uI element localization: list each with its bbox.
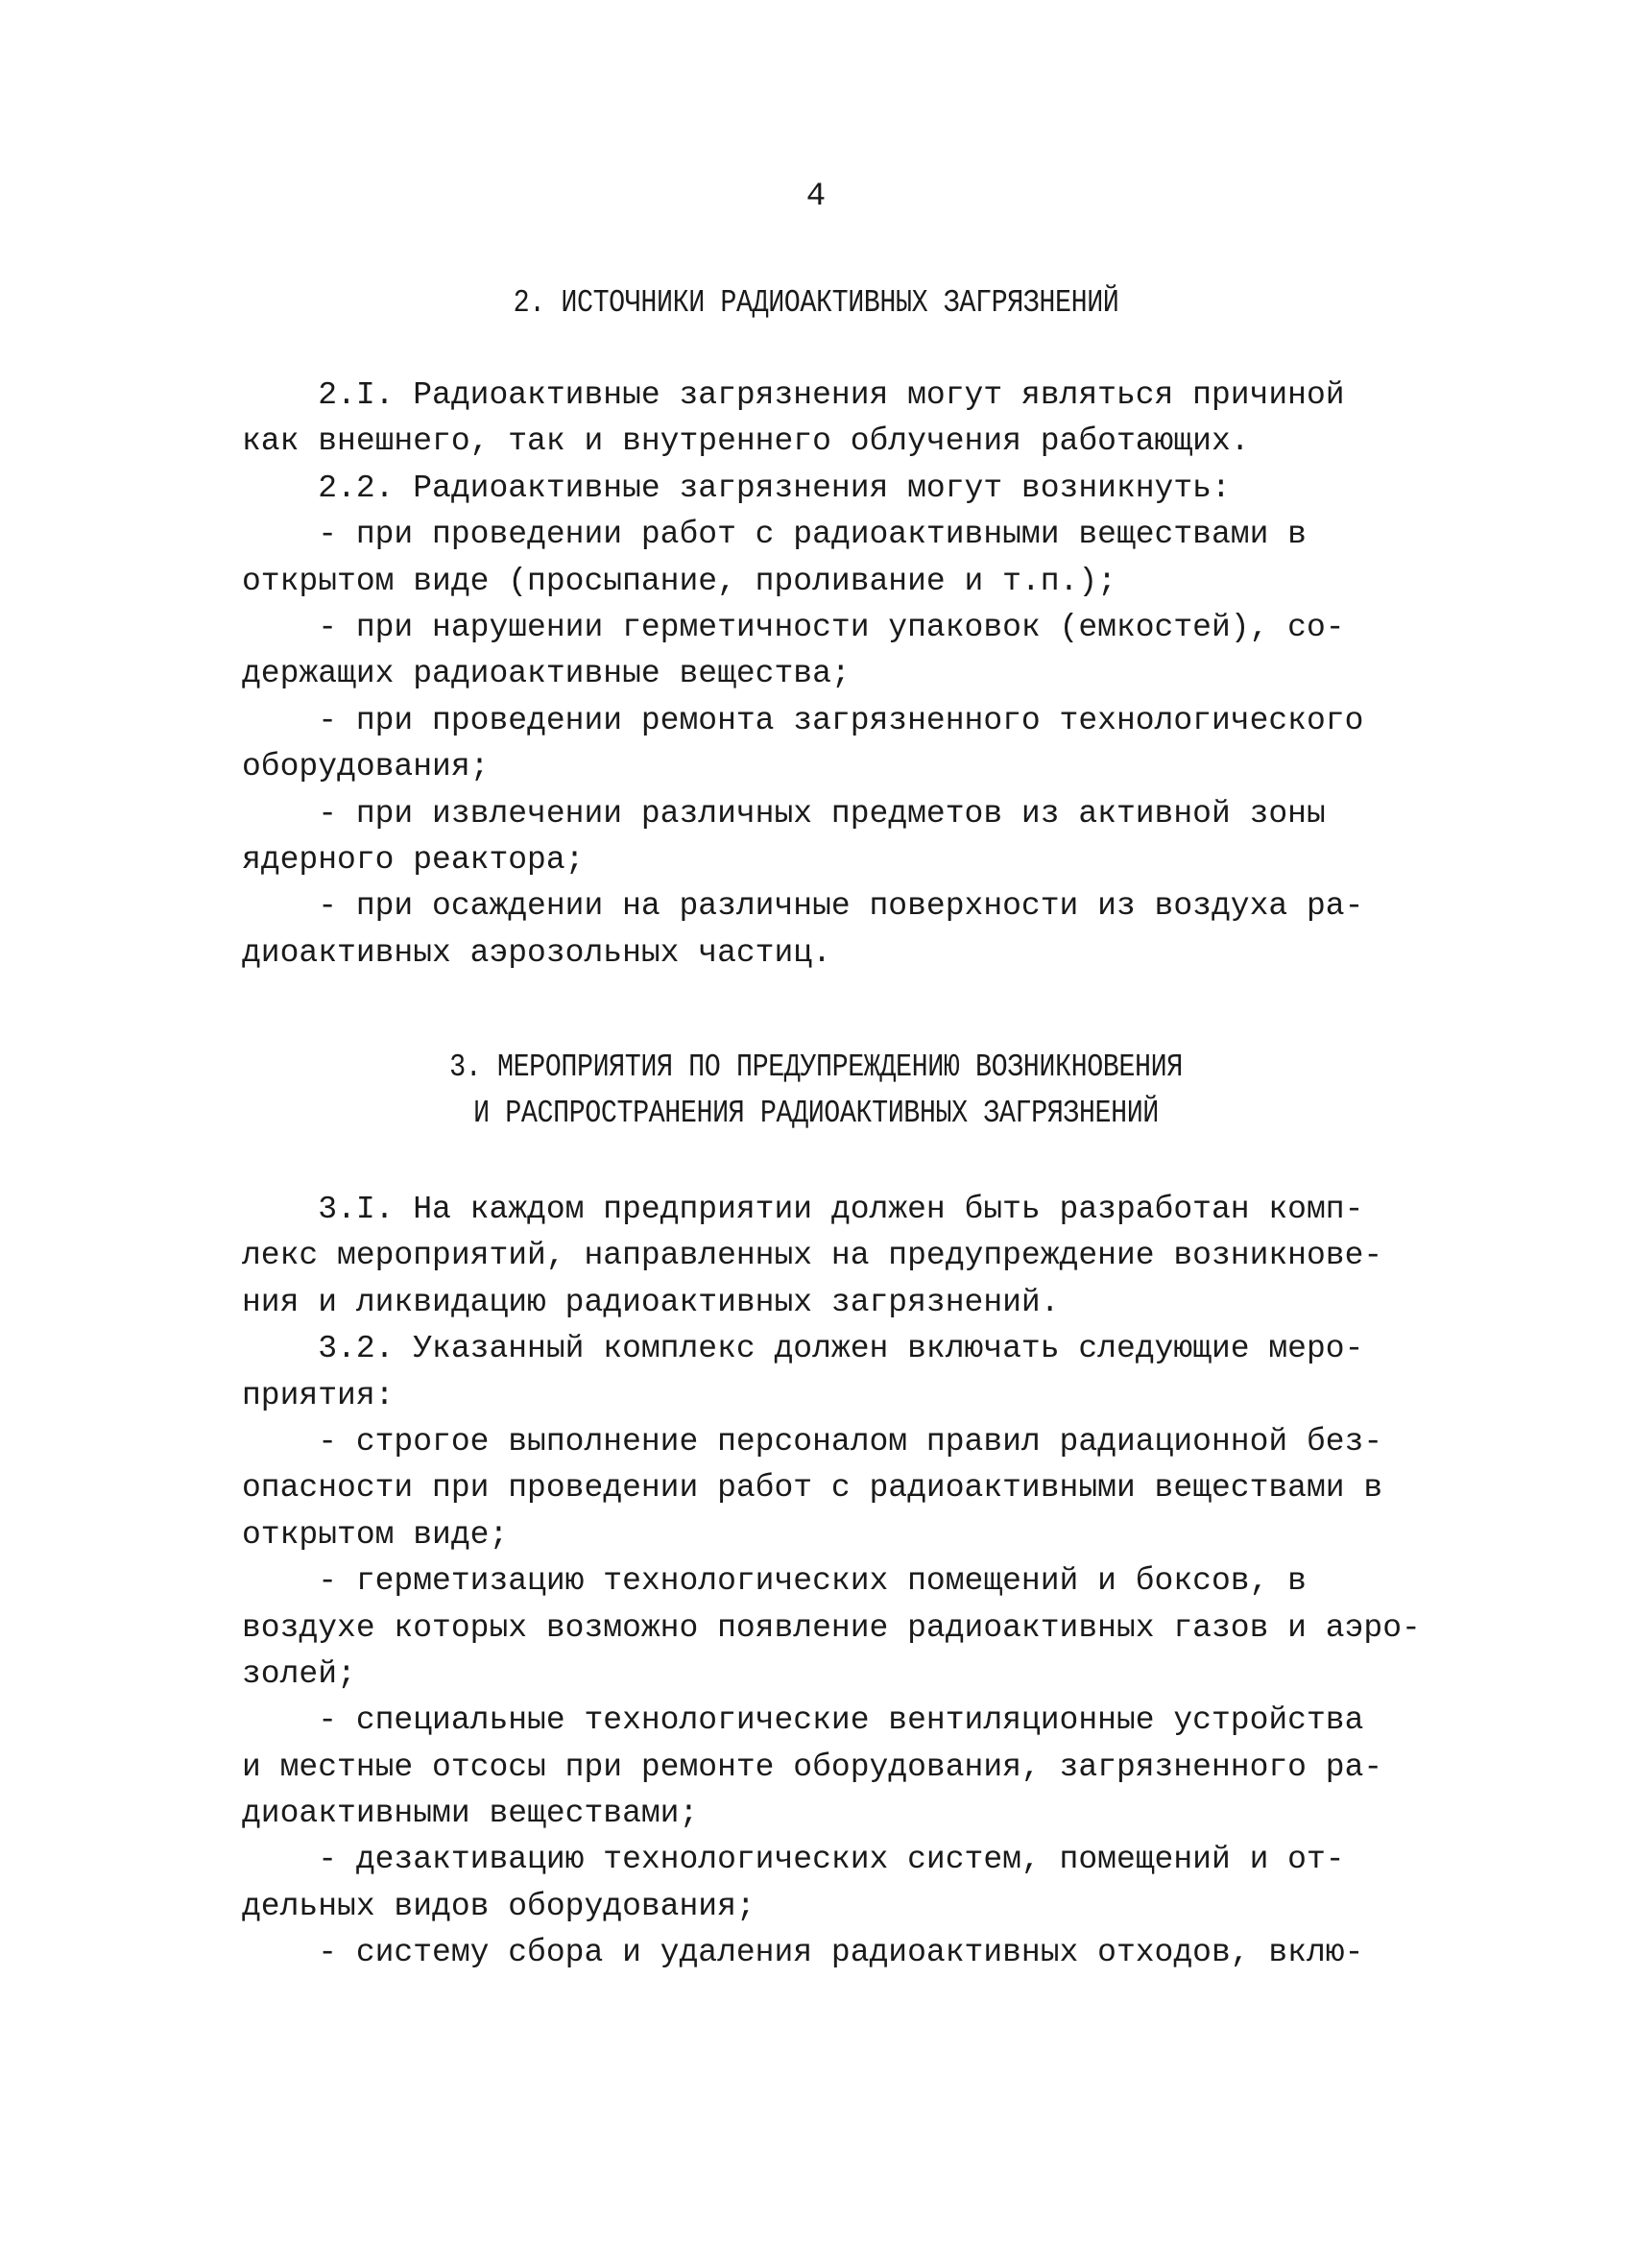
text-line: - при проведении работ с радиоактивными веществами в (242, 517, 1307, 553)
text-line: воздухе которых возможно появление радиоактивных газов и аэро- (242, 1609, 1421, 1646)
text-line: 2.I. Радиоактивные загрязнения могут являться причиной (242, 377, 1345, 413)
text-line: открытом виде (просыпание, проливание и т.п.); (242, 563, 1116, 599)
section-2-heading (114, 280, 1518, 326)
section-2-heading-text: 2. ИСТОЧНИКИ РАДИОАКТИВНЫХ ЗАГРЯЗНЕНИЙ (513, 285, 1119, 321)
page-number-text: 4 (805, 179, 827, 215)
text-line: - при осаждении на различные поверхности из воздуха ра- (242, 888, 1364, 925)
page-number (0, 179, 1632, 215)
text-line: лекс мероприятий, направленных на предупреждение возникнове- (242, 1238, 1383, 1274)
text-line: - при проведении ремонта загрязненного технологического (242, 702, 1364, 738)
text-line: открытом виде; (242, 1516, 509, 1553)
text-line: опасности при проведении работ с радиоактивными веществами в (242, 1470, 1383, 1507)
section-3-body (242, 1187, 1452, 1977)
text-line: 3.I. На каждом предприятии должен быть разработан комп- (242, 1192, 1364, 1227)
text-line: - при нарушении герметичности упаковок (емкостей), со- (242, 609, 1345, 645)
text-line: - дезактивацию технологических систем, помещений и от- (242, 1842, 1345, 1878)
text-line: оборудования; (242, 749, 490, 785)
text-line: ядерного реактора; (242, 841, 585, 878)
text-line: - строгое выполнение персоналом правил радиационной без- (242, 1423, 1383, 1460)
text-line: держащих радиоактивные вещества; (242, 656, 851, 692)
text-line: и местные отсосы при ремонте оборудования, загрязненного ра- (242, 1749, 1383, 1785)
text-line: как внешнего, так и внутреннего облучения работающих. (242, 423, 1250, 460)
text-line: - при извлечении различных предметов из активной зоны (242, 795, 1326, 832)
section-2-body (242, 373, 1452, 977)
section-3-heading-line: 3. МЕРОПРИЯТИЯ ПО ПРЕДУПРЕЖДЕНИЮ ВОЗНИКНОВЕНИЯ (449, 1050, 1183, 1085)
text-line: диоактивных аэрозольных частиц. (242, 934, 831, 971)
text-line: дельных видов оборудования; (242, 1888, 756, 1924)
text-line: 2.2. Радиоактивные загрязнения могут возникнуть: (242, 470, 1231, 506)
text-line: диоактивными веществами; (242, 1796, 699, 1832)
text-line: ния и ликвидацию радиоактивных загрязнений. (242, 1284, 1060, 1320)
text-line: золей; (242, 1655, 356, 1692)
text-line: приятия: (242, 1377, 395, 1413)
section-3-heading (114, 1045, 1518, 1137)
text-line: 3.2. Указанный комплекс должен включать следующие меро- (242, 1331, 1364, 1367)
text-line: - систему сбора и удаления радиоактивных отходов, вклю- (242, 1935, 1364, 1971)
section-3-heading-line: И РАСПРОСТРАНЕНИЯ РАДИОАКТИВНЫХ ЗАГРЯЗНЕНИЙ (473, 1096, 1159, 1131)
text-line: - специальные технологические вентиляционные устройства (242, 1702, 1364, 1739)
text-line: - герметизацию технологических помещений и боксов, в (242, 1563, 1307, 1600)
